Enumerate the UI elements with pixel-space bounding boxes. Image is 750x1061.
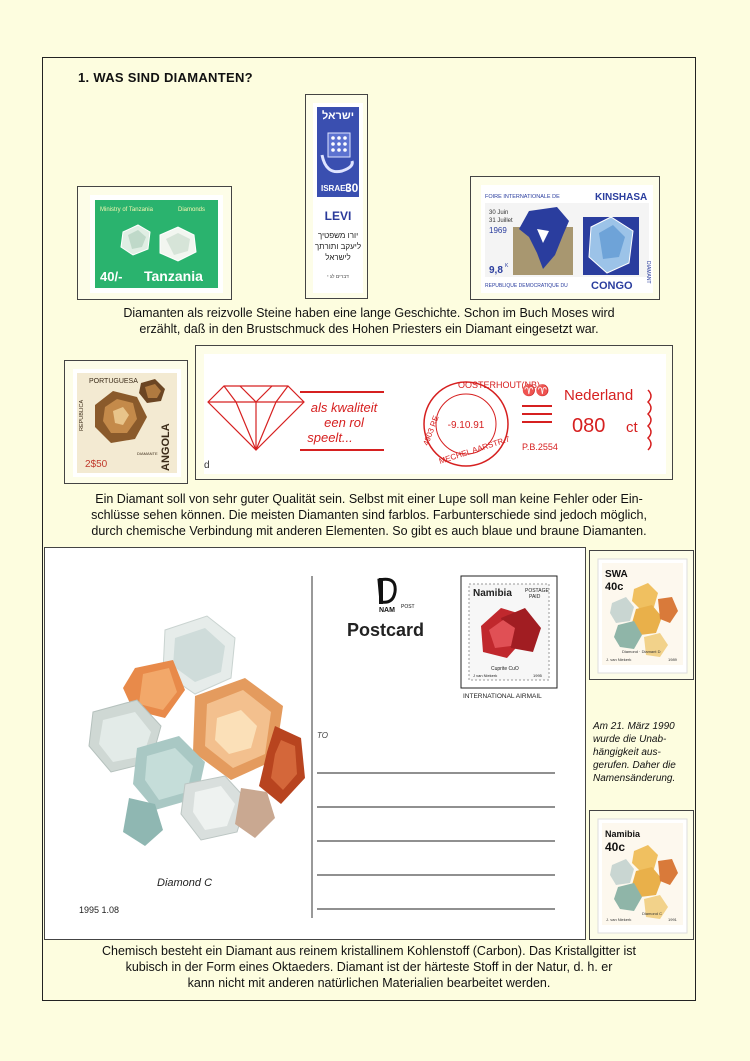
caption-1-line-2: erzählt, daß in den Brustschmuck des Hohen Priesters ein Diamant eingesetzt war. bbox=[139, 322, 599, 336]
angola-small: DIAMANTE bbox=[137, 451, 158, 456]
postcard-image-caption: Diamond C bbox=[157, 877, 213, 889]
congo-side: DIAMANT bbox=[645, 261, 651, 284]
caption-3-line-2: kubisch in der Form eines Oktaeders. Diamant ist der härteste Stoff in der Natur, d. h. er bbox=[125, 960, 613, 974]
postcard bbox=[44, 547, 586, 940]
nampost-logo-sub: POST bbox=[401, 604, 415, 610]
meter-country: Nederland bbox=[564, 387, 634, 404]
note-line: hängigkeit aus- bbox=[593, 747, 661, 758]
congo-value: 9,8 bbox=[489, 265, 503, 276]
note-line: Am 21. März 1990 bbox=[593, 721, 675, 732]
angola-side: REPUBLICA bbox=[79, 399, 85, 431]
postcard-stamp-caption: Cuprite CuO bbox=[491, 666, 519, 672]
postcard-airmail: INTERNATIONAL AIRMAIL bbox=[463, 693, 542, 700]
tanzania-stamp-mount bbox=[77, 186, 232, 300]
congo-header-right: KINSHASA bbox=[595, 192, 648, 203]
israel-tab-line1: יורו משפטיך bbox=[317, 231, 359, 240]
postcard-imprinted-stamp bbox=[461, 576, 557, 688]
independence-note bbox=[593, 720, 695, 785]
postmark-date: -9.10.91 bbox=[447, 420, 485, 431]
congo-footer-left: REPUBLIQUE DEMOCRATIQUE DU bbox=[485, 283, 568, 289]
nampost-logo bbox=[379, 578, 415, 614]
meter-posthorn-icon: ♈♈ bbox=[522, 385, 550, 397]
postmark-top: OOSTERHOUT(NB) bbox=[458, 380, 540, 390]
angola-stamp bbox=[65, 361, 189, 485]
meter-corner: d bbox=[204, 460, 210, 471]
namibia-caption: Diamond C bbox=[642, 911, 663, 916]
namibia-value: 40c bbox=[605, 840, 626, 854]
postmark-bottom: MECHEL AARSTR.7 bbox=[437, 434, 511, 466]
postcard-print-code: 1995 1.08 bbox=[79, 905, 120, 915]
swa-stamp bbox=[590, 551, 695, 681]
swa-value: 40c bbox=[605, 581, 624, 593]
congo-year: 1969 bbox=[489, 226, 507, 235]
swa-artist: J. van Niekerk bbox=[606, 657, 632, 662]
meter-number: P.B.2554 bbox=[522, 442, 558, 452]
caption-3-line-3: kann nicht mit anderen natürlichen Materialien bearbeitet werden. bbox=[187, 976, 551, 990]
nampost-logo-text: NAM bbox=[379, 607, 395, 614]
congo-date2: 31 Juillet bbox=[489, 218, 513, 224]
swa-caption: Diamond · Diamant D bbox=[622, 649, 661, 654]
israel-header: ישראל bbox=[321, 110, 355, 122]
congo-stamp-mount bbox=[470, 176, 660, 300]
postmark-left: 4903 RE bbox=[421, 414, 441, 447]
tanzania-country: Tanzania bbox=[144, 268, 203, 284]
namibia-stamp-mount bbox=[589, 810, 694, 940]
postcard-to-label: TO bbox=[317, 731, 328, 740]
congo-diamond bbox=[583, 217, 639, 275]
caption-1 bbox=[42, 305, 696, 337]
caption-2-line-3: durch chemische Verbindung mit anderen Elementen. So gibt es auch blaue und braune Diamanten. bbox=[91, 524, 647, 538]
postcard-artwork bbox=[45, 548, 587, 941]
meter-slogan-3: speelt... bbox=[307, 430, 353, 445]
caption-2 bbox=[42, 491, 696, 539]
postcard-stamp-paid: PAID bbox=[529, 594, 541, 600]
meter-slogan-1: als kwaliteit bbox=[310, 400, 378, 415]
namibia-country: Namibia bbox=[605, 829, 641, 839]
tanzania-value: 40/- bbox=[100, 269, 123, 284]
congo-value-sup: K bbox=[505, 263, 509, 269]
namibia-stamp bbox=[590, 811, 695, 941]
congo-header-left: FOIRE INTERNATIONALE DE bbox=[485, 194, 560, 200]
postcard-stamp-year: 1995 bbox=[533, 673, 542, 678]
swa-year: 1989 bbox=[668, 657, 677, 662]
postcard-stamp-country: Namibia bbox=[473, 588, 512, 599]
page-title: 1. WAS SIND DIAMANTEN? bbox=[78, 70, 253, 85]
swa-stamp-mount bbox=[589, 550, 694, 680]
swa-country: SWA bbox=[605, 569, 628, 580]
note-line: wurde die Unab- bbox=[593, 734, 667, 745]
caption-2-line-1: Ein Diamant soll von sehr guter Qualität sein. Selbst mit einer Lupe soll man keine Fehler oder Ein- bbox=[95, 492, 643, 506]
namibia-artist: J. van Niekerk bbox=[606, 917, 632, 922]
tanzania-top-right: Diamonds bbox=[178, 207, 206, 213]
israel-stamp-mount bbox=[305, 94, 368, 299]
namibia-year: 1991 bbox=[668, 917, 677, 922]
note-line: gerufen. Daher die bbox=[593, 760, 676, 771]
meter-mark-mount bbox=[195, 345, 673, 480]
congo-stamp bbox=[471, 177, 661, 301]
angola-stamp-mount bbox=[64, 360, 188, 484]
tanzania-stamp bbox=[78, 187, 233, 301]
meter-unit: ct bbox=[626, 419, 638, 436]
israel-tab-footer: דברים לג י bbox=[327, 274, 349, 280]
meter-mark bbox=[196, 346, 674, 481]
note-line: Namensänderung. bbox=[593, 773, 676, 784]
tanzania-top-left: Ministry of Tanzania bbox=[100, 207, 153, 213]
postcard-stamp-postage: POSTAGE bbox=[525, 588, 549, 594]
caption-1-line-1: Diamanten als reizvolle Steine haben eine lange Geschichte. Schon im Buch Moses wird bbox=[123, 306, 615, 320]
israel-value: 30 bbox=[345, 181, 359, 195]
diamond-cluster-image bbox=[89, 616, 305, 846]
angola-country: ANGOLA bbox=[160, 423, 172, 471]
caption-3 bbox=[42, 943, 696, 991]
caption-2-line-2: schlüsse sehen können. Die meisten Diamanten sind farblos. Farbunterschiede sind jedoch möglich, bbox=[91, 508, 647, 522]
meter-value: 080 bbox=[572, 415, 606, 437]
postcard-stamp-artist: J van Niekerk bbox=[473, 673, 498, 678]
israel-tab-line2: ליעקב ותורתך bbox=[314, 242, 362, 251]
meter-slogan-2: een rol bbox=[324, 415, 364, 430]
israel-tab-title: LEVI bbox=[324, 209, 352, 223]
israel-stamp bbox=[306, 95, 369, 300]
congo-date1: 30 Juin bbox=[489, 210, 509, 216]
israel-country: ISRAEL bbox=[321, 184, 351, 193]
postcard-heading: Postcard bbox=[347, 620, 425, 640]
angola-top: PORTUGUESA bbox=[89, 378, 138, 385]
caption-3-line-1: Chemisch besteht ein Diamant aus reinem kristallinem Kohlenstoff (Carbon). Das Kristallgitter ist bbox=[101, 944, 636, 958]
congo-footer-right: CONGO bbox=[591, 280, 633, 292]
israel-tab-line3: לישראל bbox=[325, 253, 351, 262]
angola-value: 2$50 bbox=[85, 459, 108, 470]
